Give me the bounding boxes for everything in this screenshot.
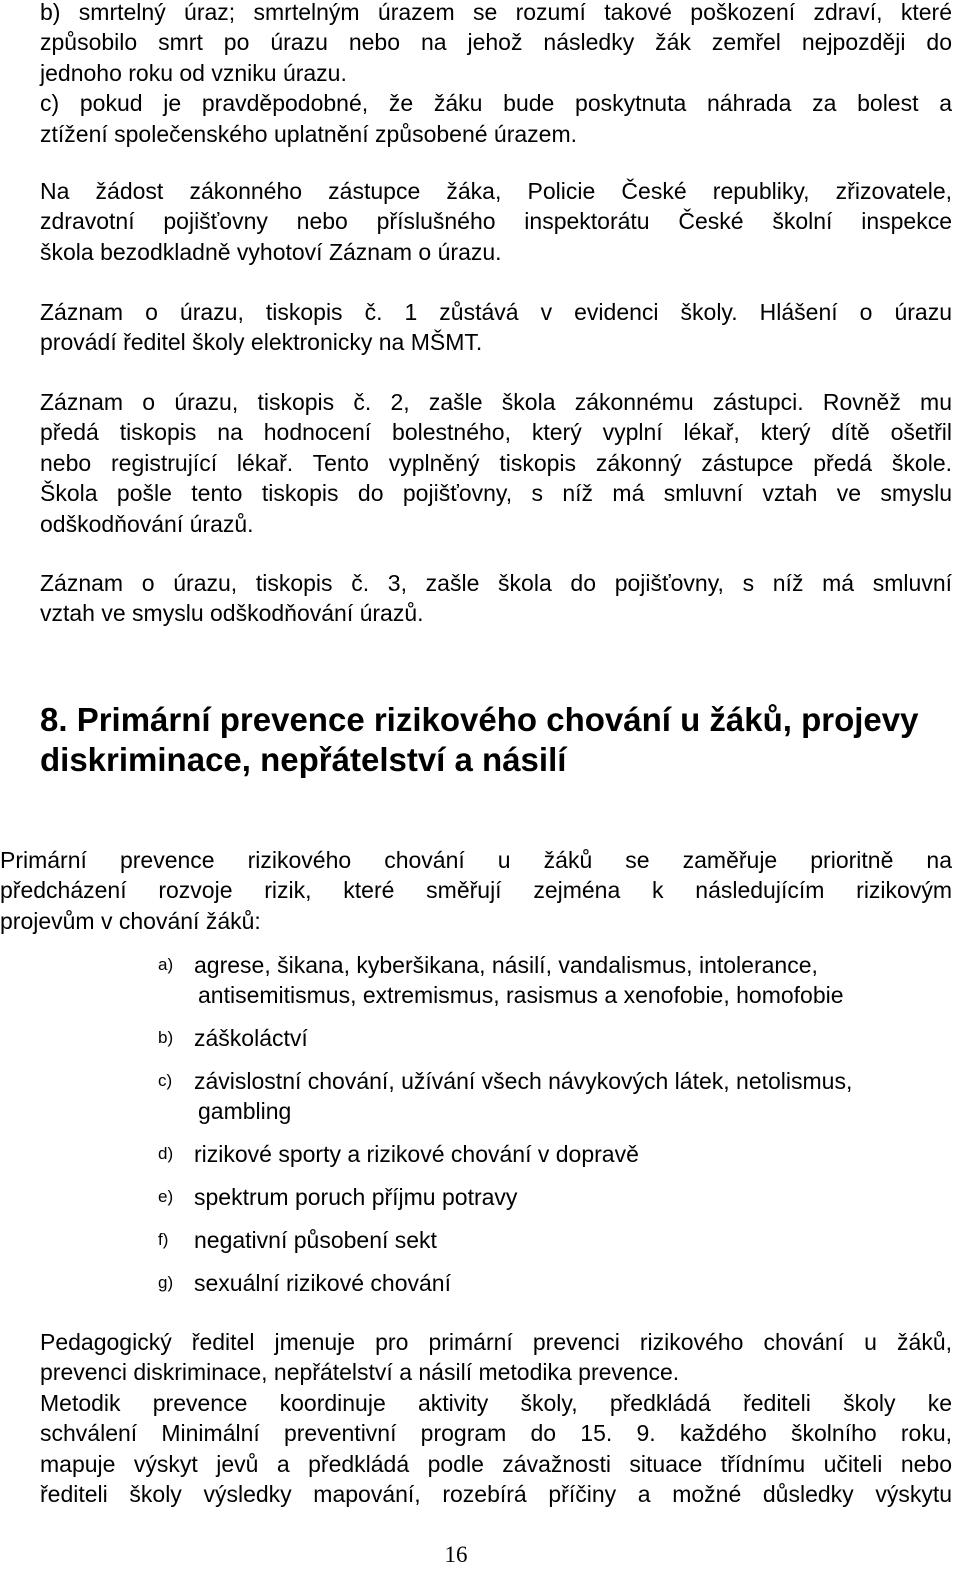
text-line: předá tiskopis na hodnocení bolestného, který vyplní lékař, který dítě ošetřil [40,419,952,446]
methodist-paragraph [40,1388,952,1510]
text-line: rizikové sporty a rizikové chování v dopravě [194,1141,639,1167]
list-item-text [194,1225,958,1255]
text-line: mapuje výskyt jevů a předkládá podle závažnosti situace třídnímu učiteli nebo [40,1450,952,1477]
text-line: Primární prevence rizikového chování u žáků se zaměřuje prioritně na [0,847,952,873]
list-marker: f) [158,1230,169,1249]
accident-types-paragraph [40,0,952,149]
heading-line: diskriminace, nepřátelství a násilí [40,741,567,778]
list-item-text [194,1182,958,1212]
text-line: ztížení společenského uplatnění způsobené úrazem. [40,120,578,147]
text-line: projevům v chování žáků: [0,907,261,934]
text-line: způsobilo smrt po úrazu nebo na jehož následky žák zemřel nejpozději do [40,29,952,56]
list-marker: d) [158,1144,174,1163]
text-line: závislostní chování, užívání všech návykových látek, netolismus, [194,1068,853,1094]
list-marker: g) [158,1273,174,1292]
text-line: Pedagogický ředitel jmenuje pro primární prevenci rizikového chování u žáků, [40,1329,952,1355]
prevention-intro-paragraph [0,845,952,936]
text-line: c) pokud je pravděpodobné, že žáku bude poskytnuta náhrada za bolest a [40,90,952,117]
record-copy-1-paragraph [40,297,952,358]
section-heading [40,700,952,780]
text-line: Záznam o úrazu, tiskopis č. 1 zůstává v evidenci školy. Hlášení o úrazu [40,299,952,325]
list-item-text [194,1023,958,1053]
text-line: Záznam o úrazu, tiskopis č. 3, zašle škola do pojišťovny, s níž má smluvní [40,570,952,596]
list-item-text [194,1139,958,1169]
text-line: nebo registrující lékař. Tento vyplněný tiskopis zákonný zástupce předá škole. [40,449,952,476]
list-marker: a) [158,955,174,974]
page-number: 16 [444,1542,468,1567]
record-copy-2-paragraph [40,387,952,539]
text-line: Na žádost zákonného zástupce žáka, Policie České republiky, zřizovatele, [40,178,952,204]
text-line: škola bezodkladně vyhotoví Záznam o úrazu. [40,238,502,265]
record-copy-3-paragraph [40,568,952,629]
text-line: provádí ředitel školy elektronicky na MŠMT. [40,329,483,356]
text-line: Škola pošle tento tiskopis do pojišťovny, s níž má smluvní vztah ve smyslu [40,480,952,507]
list-marker: e) [158,1187,174,1206]
text-line: vztah ve smyslu odškodňování úrazů. [40,600,424,627]
text-line: jednoho roku od vzniku úrazu. [40,59,347,86]
text-line: odškodňování úrazů. [40,510,254,537]
request-paragraph [40,176,952,267]
text-line: gambling [198,1098,292,1125]
text-line: zdravotní pojišťovny nebo příslušného inspektorátu České školní inspekce [40,208,952,235]
text-line: záškoláctví [194,1025,308,1051]
text-line: agrese, šikana, kyberšikana, násilí, vandalismus, intolerance, [194,952,818,978]
text-line: řediteli školy výsledky mapování, rozebírá příčiny a možné důsledky výskytu [40,1481,952,1508]
list-marker: b) [158,1028,174,1047]
text-line: antisemitismus, extremismus, rasismus a xenofobie, homofobie [198,982,844,1009]
list-marker: c) [158,1071,173,1090]
list-item-text [194,950,958,1011]
director-paragraph [40,1327,952,1388]
text-line: negativní působení sekt [194,1227,437,1253]
text-line: Záznam o úrazu, tiskopis č. 2, zašle škola zákonnému zástupci. Rovněž mu [40,389,952,415]
text-line: Metodik prevence koordinuje aktivity školy, předkládá řediteli školy ke [40,1390,952,1416]
list-item-text [194,1066,958,1127]
heading-line: 8. Primární prevence rizikového chování u žáků, projevy [40,701,919,738]
text-line: sexuální rizikové chování [194,1270,451,1296]
text-line: prevenci diskriminace, nepřátelství a násilí metodika prevence. [40,1359,680,1386]
text-line: předcházení rozvoje rizik, které směřují zejména k následujícím rizikovým [0,877,952,904]
text-line: schválení Minimální preventivní program do 15. 9. každého školního roku, [40,1420,952,1447]
list-item-text [194,1268,958,1298]
text-line: spektrum poruch příjmu potravy [194,1184,518,1210]
text-line: b) smrtelný úraz; smrtelným úrazem se rozumí takové poškození zdraví, které [40,0,952,25]
